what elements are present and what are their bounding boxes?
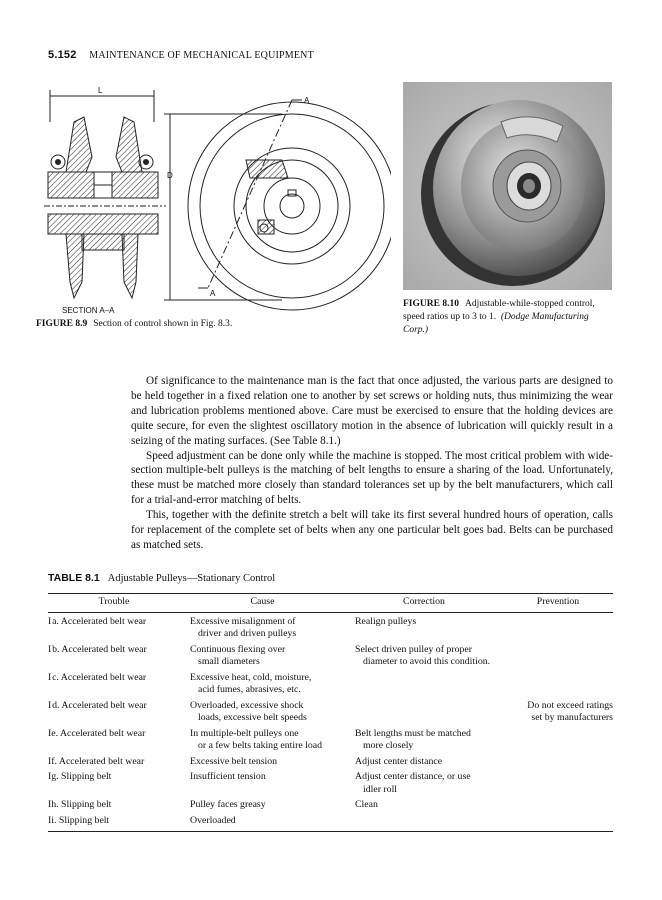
cause-line1: Insufficient tension <box>190 771 266 782</box>
table-row <box>48 697 613 725</box>
page-number: 5.152 <box>48 49 77 61</box>
correction-cell <box>345 796 503 812</box>
figure-8-10-caption-line1: Adjustable-while-stopped control, <box>464 299 595 309</box>
troubleshooting-table <box>48 593 613 832</box>
trouble-text: I c. Accelerated belt wear <box>48 671 147 683</box>
cause-cell <box>180 697 345 725</box>
figure-8-10-caption <box>403 298 615 337</box>
figure-8-9-label: FIGURE 8.9 <box>36 319 88 329</box>
section-label: SECTION A–A <box>62 306 115 315</box>
cause-cell <box>180 796 345 812</box>
cause-cell <box>180 812 345 832</box>
correction-cell <box>345 725 503 753</box>
prevention-cell <box>503 612 613 641</box>
cause-cell <box>180 725 345 753</box>
figure-8-10-credit-line1: (Dodge Manufacturing <box>500 312 589 322</box>
trouble-cell <box>48 641 180 669</box>
cause-line2: loads, excessive belt speeds <box>198 712 307 723</box>
correction-cell <box>345 612 503 641</box>
trouble-text: If. Accelerated belt wear <box>48 755 145 767</box>
trouble-cell <box>48 697 180 725</box>
figure-8-9-caption-text: Section of control shown in Fig. 8.3. <box>93 319 233 329</box>
cause-line1: In multiple-belt pulleys one <box>190 727 299 739</box>
trouble-cell <box>48 812 180 832</box>
correction-line1: Belt lengths must be matched <box>355 727 471 739</box>
cut-a-bottom-label: A <box>210 289 216 298</box>
prevention-line2: set by manufacturers <box>531 712 613 723</box>
col-trouble: Trouble <box>48 594 180 613</box>
paragraph: Speed adjustment can be done only while the machine is stopped. The most critical problem with wide-section multiple-belt pulleys is the matching of belt lengths to ensure a sharing of the load. Unfortunately, these must be matched more closely than standard tolerances set up by the belt manufacturers, which call for a trial-and-error matching of belts. <box>131 449 613 507</box>
cause-line1: Continuous flexing over <box>190 643 286 655</box>
table-row <box>48 612 613 641</box>
cause-cell <box>180 753 345 769</box>
correction-line1: Select driven pulley of proper <box>355 643 472 655</box>
trouble-cell <box>48 669 180 697</box>
cut-a-top-label: A <box>304 96 310 105</box>
running-header <box>48 49 314 61</box>
trouble-cell <box>48 612 180 641</box>
correction-cell <box>345 669 503 697</box>
trouble-text: Ie. Accelerated belt wear <box>48 727 146 739</box>
prevention-cell <box>503 768 613 796</box>
cause-line1: Excessive heat, cold, moisture, <box>190 671 312 683</box>
prevention-cell <box>503 725 613 753</box>
table-row <box>48 768 613 796</box>
adjustable-pulley-photo <box>403 82 612 290</box>
col-prevention: Prevention <box>503 594 613 613</box>
table-title-text: Adjustable Pulleys—Stationary Control <box>107 573 276 584</box>
paragraph: Of significance to the maintenance man is the fact that once adjusted, the various parts are designed to be held together in a fixed relation one to another by set screws or holding nuts, thus minimizing the wear and lubrication problems mentioned above. Care must be exercised to ensure that the holding devices are quite secure, for even the slightest oscillatory motion in the absence of lubrication will quickly result in a seizing of the mating surfaces. (See Table 8.1.) <box>131 375 613 447</box>
correction-cell <box>345 697 503 725</box>
trouble-cell <box>48 768 180 796</box>
cause-cell <box>180 612 345 641</box>
correction-cell <box>345 641 503 669</box>
table-row <box>48 725 613 753</box>
table-row <box>48 796 613 812</box>
figure-8-10-credit-line2: Corp.) <box>403 325 429 335</box>
correction-line1: Realign pulleys <box>355 615 417 627</box>
table-row <box>48 753 613 769</box>
table-row <box>48 669 613 697</box>
cause-cell <box>180 641 345 669</box>
cause-cell <box>180 669 345 697</box>
correction-line1: Adjust center distance, or use <box>355 771 471 782</box>
correction-cell <box>345 812 503 832</box>
cause-line1: Overloaded <box>190 814 236 826</box>
table-header-row <box>48 594 613 613</box>
prevention-cell <box>503 753 613 769</box>
trouble-text: I b. Accelerated belt wear <box>48 643 147 655</box>
prevention-cell <box>503 697 613 725</box>
cause-line1: Excessive belt tension <box>190 755 278 767</box>
running-title: MAINTENANCE OF MECHANICAL EQUIPMENT <box>89 50 314 61</box>
cause-line2: driver and driven pulleys <box>198 628 297 639</box>
prevention-cell <box>503 812 613 832</box>
cause-line2: or a few belts taking entire load <box>198 740 323 751</box>
trouble-cell <box>48 753 180 769</box>
cause-line1: Pulley faces greasy <box>190 799 266 810</box>
correction-line2: idler roll <box>363 783 398 795</box>
pulley-section-drawing <box>36 82 391 315</box>
trouble-cell <box>48 725 180 753</box>
dim-d-label: D <box>167 171 173 180</box>
cause-cell <box>180 768 345 796</box>
prevention-cell <box>503 641 613 669</box>
prevention-cell <box>503 796 613 812</box>
figure-8-10-label: FIGURE 8.10 <box>403 299 459 309</box>
body-text <box>131 374 613 553</box>
correction-line2: more closely <box>363 740 414 751</box>
cause-line2: small diameters <box>198 656 260 667</box>
correction-line1: Clean <box>355 799 378 810</box>
trouble-text: I a. Accelerated belt wear <box>48 615 147 627</box>
cause-line1: Overloaded, excessive shock <box>190 699 304 711</box>
trouble-cell <box>48 796 180 812</box>
correction-line1: Adjust center distance <box>355 755 443 767</box>
correction-line2: diameter to avoid this condition. <box>363 656 491 667</box>
col-cause: Cause <box>180 594 345 613</box>
trouble-text: Ig. Slipping belt <box>48 771 112 782</box>
table-row <box>48 641 613 669</box>
prevention-cell <box>503 669 613 697</box>
table-row <box>48 812 613 832</box>
trouble-text: Ii. Slipping belt <box>48 814 110 826</box>
cause-line2: acid fumes, abrasives, etc. <box>198 684 301 695</box>
cause-line1: Excessive misalignment of <box>190 615 296 627</box>
table-title <box>48 572 275 584</box>
correction-cell <box>345 768 503 796</box>
col-correction: Correction <box>345 594 503 613</box>
trouble-text: I d. Accelerated belt wear <box>48 699 147 711</box>
dim-l-label: L <box>98 86 103 95</box>
figure-8-10-caption-line2: speed ratios up to 3 to 1. <box>403 312 497 322</box>
correction-cell <box>345 753 503 769</box>
prevention-line1: Do not exceed ratings <box>527 699 613 711</box>
trouble-text: Ih. Slipping belt <box>48 799 112 810</box>
table-label: TABLE 8.1 <box>48 572 100 584</box>
paragraph: This, together with the definite stretch a belt will take its first several hundred hours of operation, calls for replacement of the complete set of belts when any one particular belt goes bad. Belts can be purchased as matched sets. <box>131 509 613 551</box>
figure-8-9-caption <box>36 318 232 331</box>
